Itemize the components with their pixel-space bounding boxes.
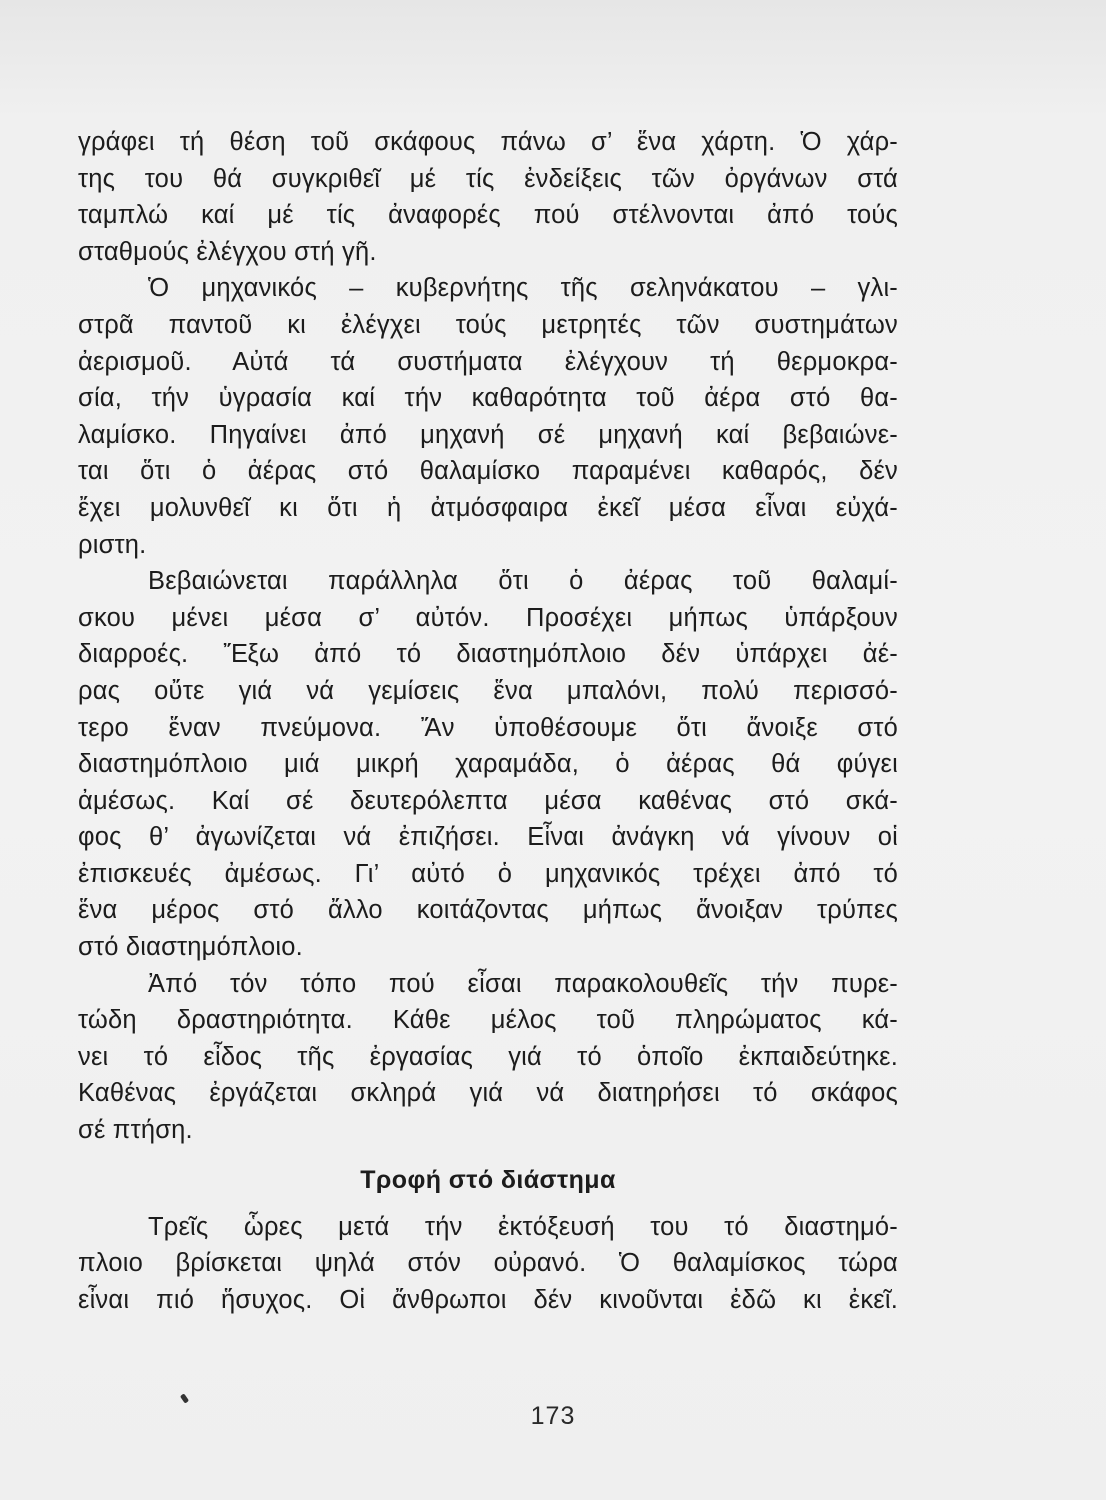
paragraph-crew — [78, 966, 898, 1149]
paragraph-engineer — [78, 270, 898, 563]
text-line: γράφει τή θέση τοῦ σκάφους πάνω σ’ ἕνα χάρτη. Ὁ χάρ- — [78, 128, 898, 156]
text-line: τερο ἕναν πνεύμονα. Ἄν ὑποθέσουμε ὅτι ἄνοιξε στό — [78, 713, 898, 742]
text-line: ριστη. — [78, 530, 147, 559]
text-line: ἔχει μολυνθεῖ κι ὅτι ἡ ἀτμόσφαιρα ἐκεῖ μέσα εἶναι εὐχά- — [78, 493, 898, 522]
text-line: σέ πτήση. — [78, 1116, 193, 1145]
text-line: ἀερισμοῦ. Αὐτά τά συστήματα ἐλέγχουν τή θερμοκρα- — [78, 347, 898, 376]
paragraph-food — [78, 1209, 898, 1319]
text-line: πλοιο βρίσκεται ψηλά στόν οὐρανό. Ὁ θαλαμίσκος τώρα — [78, 1249, 898, 1278]
text-line: ταμπλώ καί μέ τίς ἀναφορές πού στέλνονται ἀπό τούς — [78, 201, 898, 230]
text-line: διαρροές. Ἔξω ἀπό τό διαστημόπλοιο δέν ὑπάρχει ἀέ- — [78, 640, 898, 669]
text-line: σία, τήν ὑγρασία καί τήν καθαρότητα τοῦ ἀέρα στό θα- — [78, 384, 898, 413]
page-number: 173 — [530, 1402, 576, 1430]
text-line: ται ὅτι ὁ ἀέρας στό θαλαμίσκο παραμένει καθαρός, δέν — [78, 457, 898, 486]
text-line: ἀμέσως. Καί σέ δευτερόλεπτα μέσα καθένας στό σκά- — [78, 786, 898, 815]
text-line: νει τό εἶδος τῆς ἐργασίας γιά τό ὁποῖο ἐκπαιδεύτηκε. — [78, 1042, 898, 1071]
section-heading: Τροφή στό διάστημα — [360, 1165, 616, 1194]
text-line: της του θά συγκριθεῖ μέ τίς ἐνδείξεις τῶν ὀργάνων στά — [78, 164, 898, 193]
text-line: εἶναι πιό ἥσυχος. Οἱ ἄνθρωποι δέν κινοῦνται ἐδῶ κι ἐκεῖ. — [78, 1285, 898, 1314]
text-line: ρας οὔτε γιά νά γεμίσεις ἕνα μπαλόνι, πολύ περισσό- — [78, 676, 898, 705]
text-line: φος θ’ ἀγωνίζεται νά ἐπιζήσει. Εἶναι ἀνάγκη νά γίνουν οἱ — [78, 823, 898, 852]
text-line: Βεβαιώνεται παράλληλα ὅτι ὁ ἀέρας τοῦ θαλαμί- — [148, 567, 898, 596]
text-line: στό διαστημόπλοιο. — [78, 933, 303, 962]
text-line: ἐπισκευές ἀμέσως. Γι’ αὐτό ὁ μηχανικός τρέχει ἀπό τό — [78, 859, 898, 888]
text-line: διαστημόπλοιο μιά μικρή χαραμάδα, ὁ ἀέρας θά φύγει — [78, 750, 898, 779]
text-line: λαμίσκο. Πηγαίνει ἀπό μηχανή σέ μηχανή καί βεβαιώνε- — [78, 420, 898, 449]
text-line: Καθένας ἐργάζεται σκληρά γιά νά διατηρήσει τό σκάφος — [78, 1079, 898, 1108]
text-line: σταθμούς ἐλέγχου στή γῆ. — [78, 237, 377, 266]
text-line: στρᾶ παντοῦ κι ἐλέγχει τούς μετρητές τῶν συστημάτων — [78, 310, 898, 339]
paragraph-air-leak — [78, 563, 898, 966]
text-line: σκου μένει μέσα σ’ αὐτόν. Προσέχει μήπως ὑπάρξουν — [78, 603, 898, 632]
text-line: ἕνα μέρος στό ἄλλο κοιτάζοντας μήπως ἄνοιξαν τρύπες — [78, 896, 898, 925]
text-line: Τρεῖς ὧρες μετά τήν ἐκτόξευσή του τό διαστημό- — [148, 1212, 898, 1241]
text-line: τώδη δραστηριότητα. Κάθε μέλος τοῦ πληρώματος κά- — [78, 1006, 898, 1035]
paragraph-continued — [78, 124, 898, 270]
page-body — [78, 124, 898, 1318]
text-line: Ἀπό τόν τόπο πού εἶσαι παρακολουθεῖς τήν πυρε- — [148, 969, 898, 998]
text-line: Ὁ μηχανικός – κυβερνήτης τῆς σεληνάκατου – γλι- — [148, 274, 898, 303]
